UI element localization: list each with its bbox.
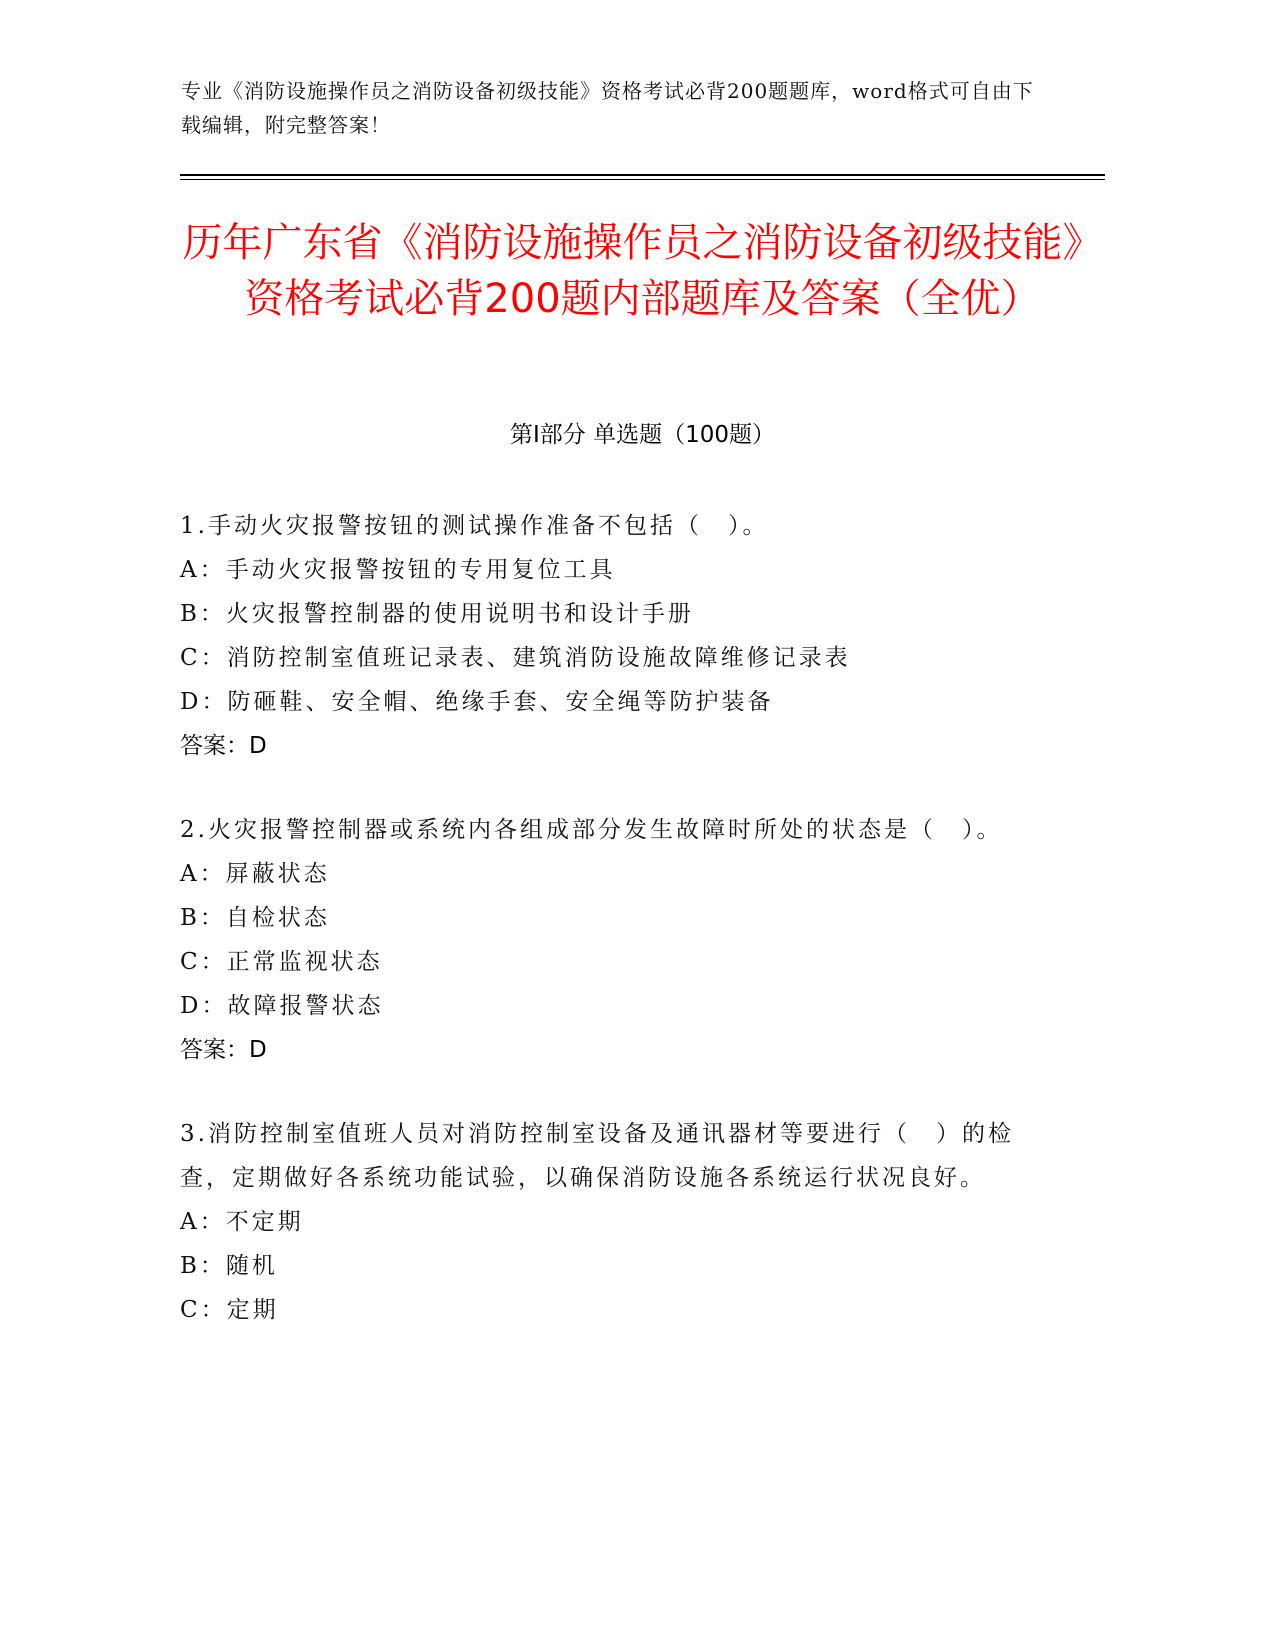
section-title: 第Ⅰ部分 单选题（100题） — [510, 422, 775, 448]
option-a: A：不定期 — [180, 1209, 304, 1235]
header-rule-thick — [180, 174, 1105, 176]
header-rule-thin — [180, 179, 1105, 180]
option-a: A：屏蔽状态 — [180, 861, 330, 887]
option-b: B：自检状态 — [180, 905, 330, 931]
question-list — [180, 504, 1060, 1372]
option-b: B：火灾报警控制器的使用说明书和设计手册 — [180, 601, 694, 627]
document-title: 历年广东省《消防设施操作员之消防设备初级技能》资格考试必背200题内部题库及答案（全优） — [182, 220, 1103, 322]
option-c: C：定期 — [180, 1297, 279, 1323]
question-stem: 3.消防控制室值班人员对消防控制室设备及通讯器材等要进行（ ）的检查，定期做好各系统功能试验，以确保消防设施各系统运行状况良好。 — [180, 1121, 1014, 1191]
option-c: C：消防控制室值班记录表、建筑消防设施故障维修记录表 — [180, 645, 851, 671]
option-c: C：正常监视状态 — [180, 949, 383, 975]
answer-line: 答案：D — [180, 1037, 267, 1063]
answer-line: 答案：D — [180, 733, 267, 759]
question-stem: 1.手动火灾报警按钮的测试操作准备不包括（ ）。 — [180, 513, 769, 539]
option-a: A：手动火灾报警按钮的专用复位工具 — [180, 557, 616, 583]
question-2 — [180, 808, 1060, 1072]
question-1 — [180, 504, 1060, 768]
option-b: B：随机 — [180, 1253, 278, 1279]
header-note: 专业《消防设施操作员之消防设备初级技能》资格考试必背200题题库，word格式可自由下载编辑，附完整答案！ — [181, 79, 1034, 137]
option-d: D：故障报警状态 — [180, 993, 384, 1019]
question-stem: 2.火灾报警控制器或系统内各组成部分发生故障时所处的状态是（ ）。 — [180, 817, 1003, 843]
question-3 — [180, 1112, 1060, 1332]
option-d: D：防砸鞋、安全帽、绝缘手套、安全绳等防护装备 — [180, 689, 774, 715]
